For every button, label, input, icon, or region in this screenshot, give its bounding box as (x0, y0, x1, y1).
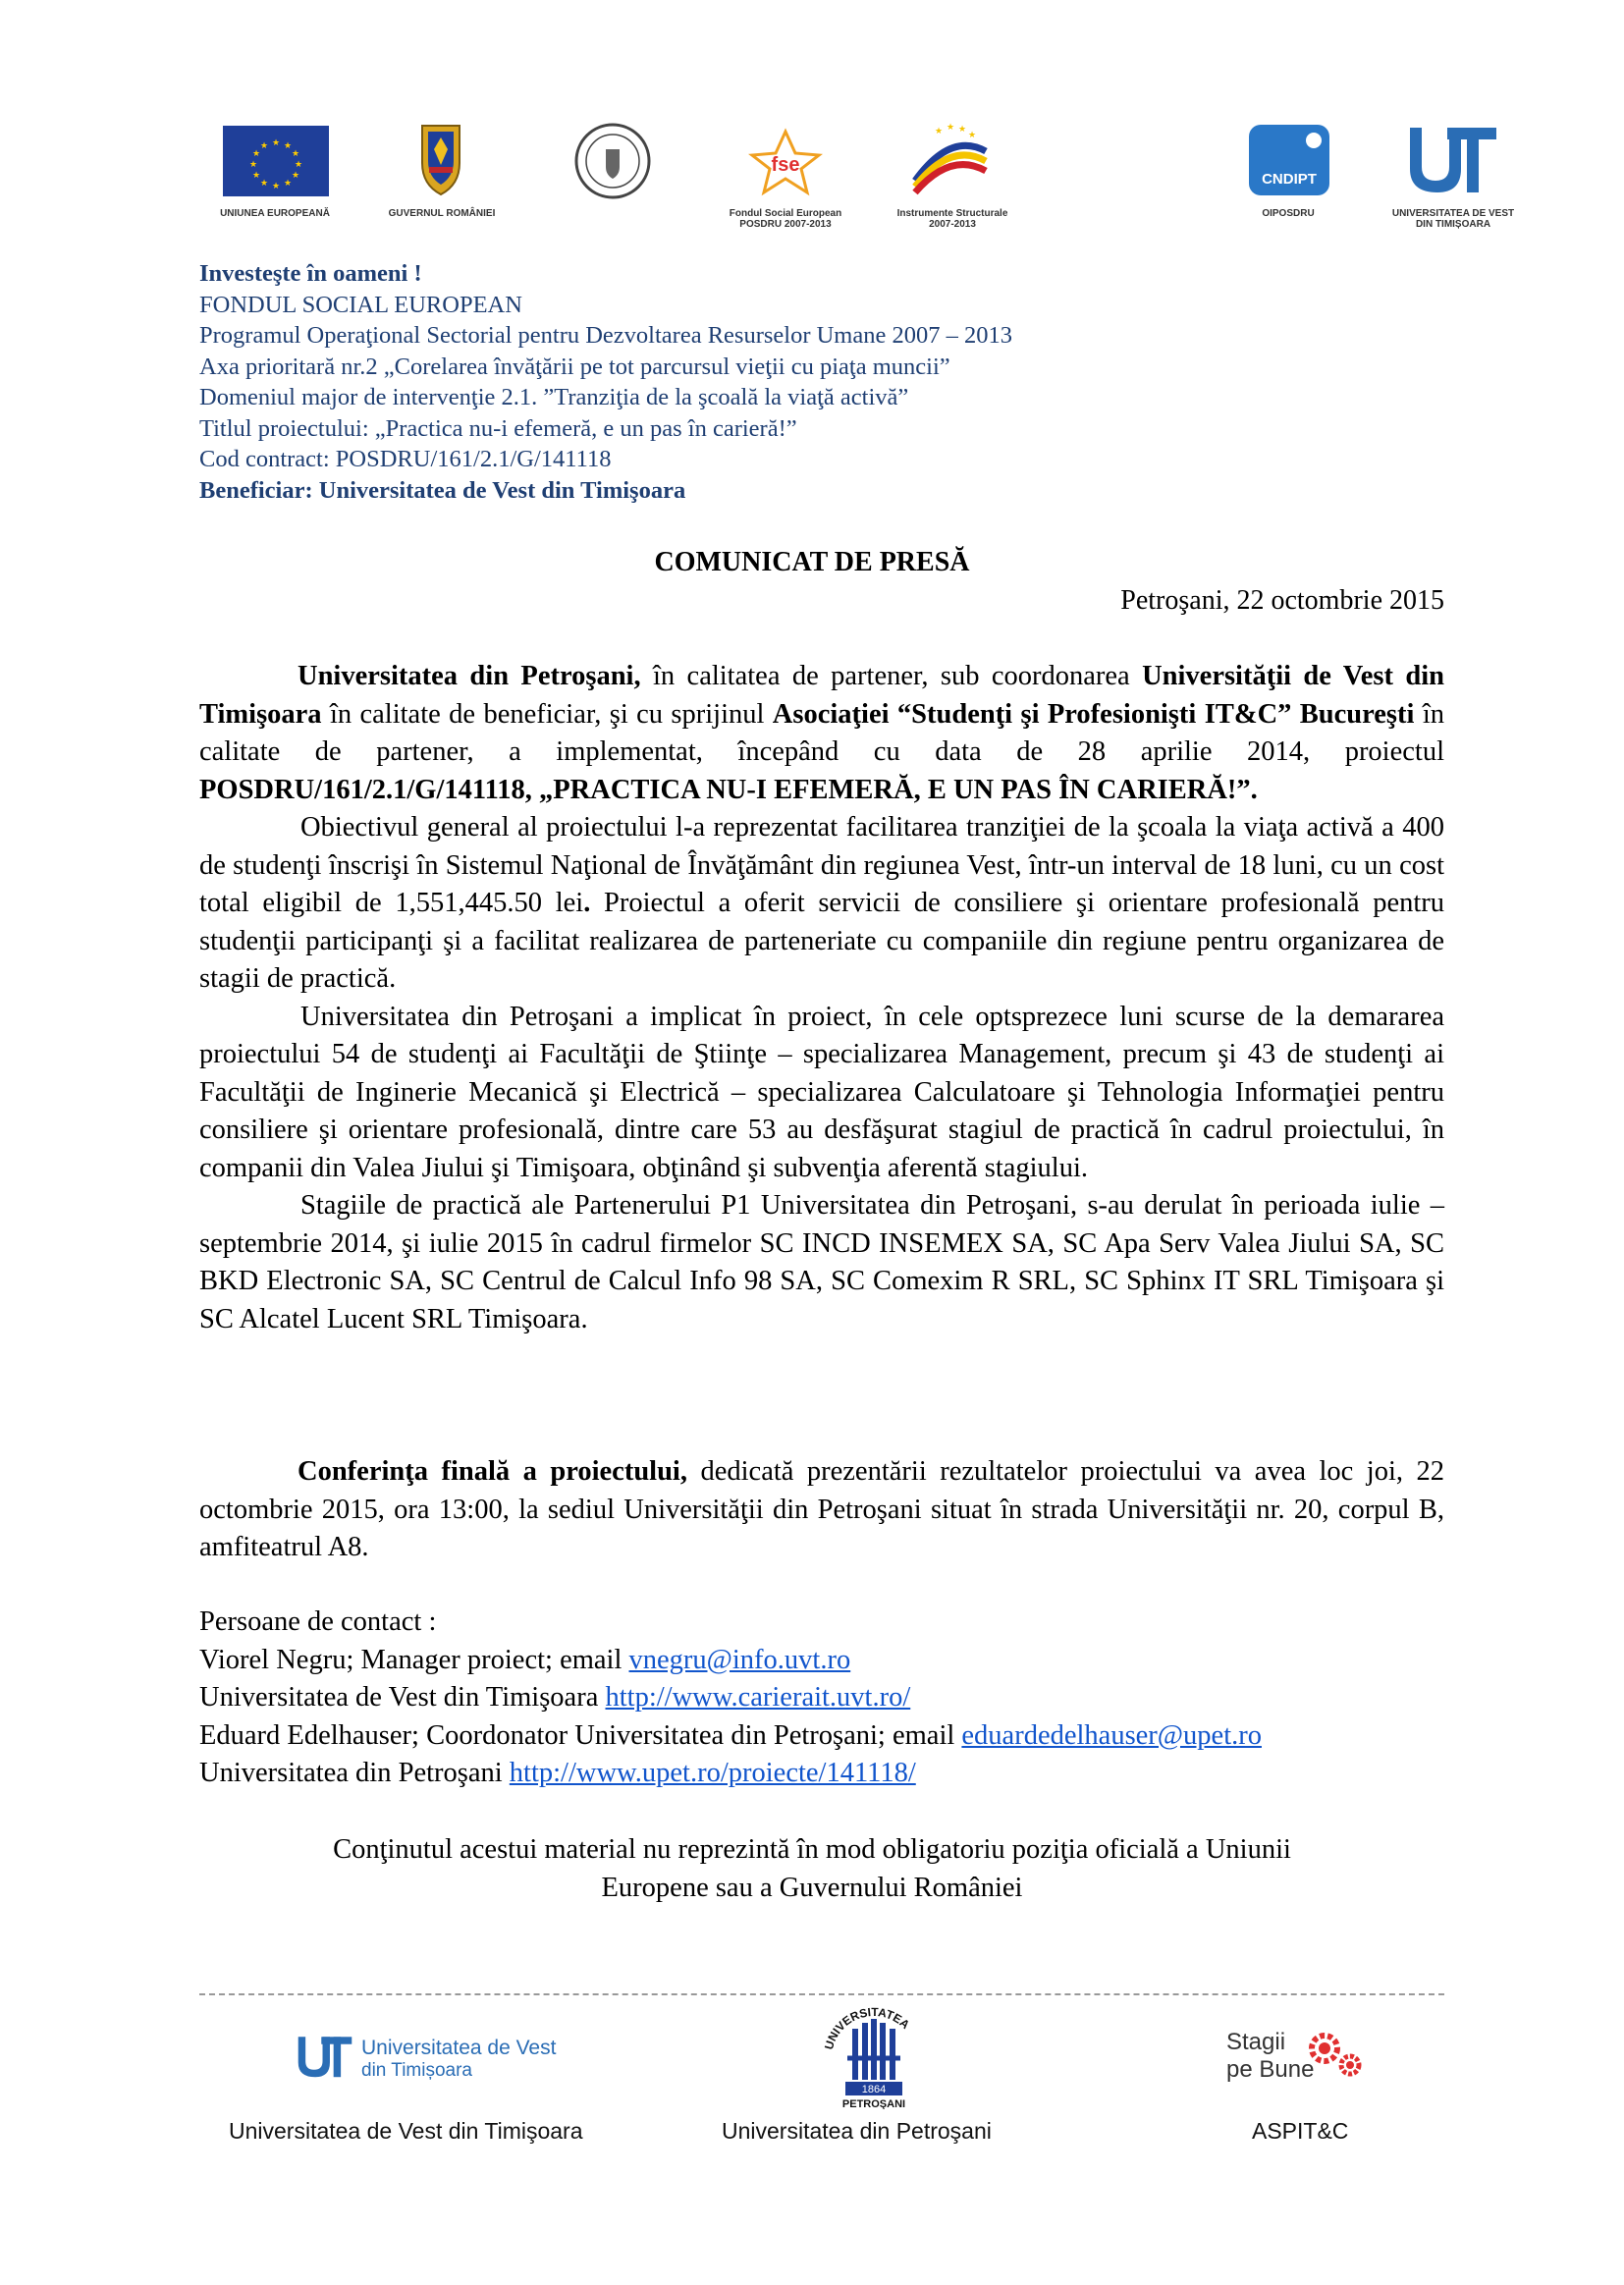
svg-text:★: ★ (251, 149, 261, 159)
svg-text:PETROŞANI: PETROŞANI (841, 2098, 906, 2109)
uvt-logo (1404, 122, 1502, 202)
email-link[interactable]: eduardedelhauser@upet.ro (961, 1719, 1262, 1751)
header-logos (0, 0, 1624, 245)
eu-flag-caption: UNIUNEA EUROPEANĂ (220, 208, 330, 219)
svg-text:★: ★ (958, 125, 967, 135)
fse-caption: Fondul Social European POSDRU 2007-2013 (729, 208, 842, 230)
fse-logo (746, 128, 827, 196)
project-title: Titlul proiectului: „Practica nu-i efemeră, e un pas în carieră!” (199, 414, 797, 442)
svg-text:★: ★ (291, 149, 300, 159)
eu-flag-logo (223, 126, 329, 196)
footer-uvt-logo: Universitatea de Vest din Timișoara (295, 2031, 569, 2090)
svg-text:★: ★ (248, 160, 258, 170)
svg-text:fse: fse (771, 154, 800, 176)
footer-upet-caption: Universitatea din Petroşani (722, 2118, 992, 2144)
contact-row: Eduard Edelhauser; Coordonator Universitatea din Petroşani; email eduardedelhauser@upet.ro (199, 1719, 1262, 1751)
contact-row: Universitatea din Petroşani http://www.upet.ro/proiecte/141118/ (199, 1758, 916, 1788)
body-text (199, 658, 1444, 1338)
romanian-coat-of-arms-icon (414, 120, 467, 196)
contacts-heading: Persoane de contact : (199, 1606, 437, 1637)
svg-text:★: ★ (259, 141, 269, 151)
disclaimer: Conţinutul acestui material nu reprezintă în mod obligatoriu poziţia oficială a Uniunii Europene sau a Guvernului României (333, 1834, 1291, 1903)
ministry-seal-logo (573, 122, 652, 200)
body-text-conference (199, 1453, 1444, 1567)
footer-aspit-caption: ASPIT&C (1252, 2118, 1349, 2144)
government-caption: GUVERNUL ROMÂNIEI (388, 208, 496, 219)
cndipt-caption: OIPOSDRU (1262, 208, 1315, 219)
press-release-title: COMUNICAT DE PRESĂ (654, 547, 970, 577)
svg-text:★: ★ (259, 179, 269, 189)
project-beneficiary: Beneficiar: Universitatea de Vest din Timişoara (199, 476, 686, 504)
website-link[interactable]: http://www.upet.ro/proiecte/141118/ (509, 1758, 916, 1788)
project-domain: Domeniul major de intervenţie 2.1. ”Tranziţia de la şcoală la viaţă activă” (199, 384, 909, 410)
gear-icon (1335, 2050, 1365, 2080)
email-link[interactable]: vnegru@info.uvt.ro (628, 1644, 851, 1675)
paragraph-5: Conferinţa finală a proiectului, dedicată prezentării rezultatelor proiectului va avea loc joi, 22 octombrie 2015, ora 13:00, la sediul Universităţii din Petroşani situat în strada Universităţii nr. 20, corpul B, amfiteatrul A8. (199, 1456, 1444, 1562)
svg-text:★: ★ (935, 127, 944, 136)
project-info (199, 258, 1181, 506)
svg-text:★: ★ (283, 179, 293, 189)
paragraph-3: Universitatea din Petroşani a implicat în proiect, în cele optsprezece luni scurse de la demararea proiectului 54 de studenţi ai Facultăţii de Ştiinţe – specializarea Management, precum şi 43 de studenţi ai Facultăţii de Inginerie Mecanică şi Electrică – specializarea Calculatoare şi Tehnologia Informaţiei pentru consiliere şi orientare profesională, dintre care 53 au desfăşurat stagiul de practică în cadrul proiectului, în companii din Valea Jiului şi Timişoara, obţinând şi subvenţia aferentă stagiului. (199, 1001, 1444, 1183)
structural-instruments-caption: Instrumente Structurale 2007-2013 (896, 208, 1008, 230)
project-contract-code: Cod contract: POSDRU/161/2.1/G/141118 (199, 446, 612, 472)
paragraph-2: Obiectivul general al proiectului l-a reprezentat facilitarea tranziţiei de la şcoala la viaţa activă a 400 de studenţi înscrişi în Sistemul Naţional de Învăţământ din regiunea Vest, într-un interval de 18 luni, cu un cost total eligibil de 1,551,445.50 lei. Proiectul a oferit servicii de consiliere şi orientare profesională pentru studenţii participanţi şi a facilitat realizarea de parteneriate cu companiile din regiune pentru organizarea de stagii de practică. (199, 812, 1445, 994)
svg-text:★: ★ (947, 123, 955, 133)
paragraph-1: Universitatea din Petroşani, în calitatea de partener, sub coordonarea Universităţii de Vest din Timişoara în calitate de beneficiar, şi cu sprijinul Asociaţiei “Studenţi şi Profesionişti IT&C” Bucureşti în calitate de partener, a implementat, începând cu data de 28 aprilie 2014, proiectul POSDRU/161/2.1/G/141118, „PRACTICA NU-I EFEMERĂ, E UN PAS ÎN CARIERĂ!”. (199, 661, 1445, 805)
date-line: Petroşani, 22 octombrie 2015 (1120, 585, 1444, 616)
project-slogan: Investeşte în oameni ! (199, 260, 422, 287)
svg-text:★: ★ (294, 160, 303, 170)
project-axis: Axa prioritară nr.2 „Corelarea învăţării pe tot parcursul vieţii cu piaţa muncii” (199, 353, 950, 380)
svg-text:★: ★ (271, 138, 281, 148)
svg-text:★: ★ (283, 141, 293, 151)
contact-row: Universitatea de Vest din Timişoara http://www.carierait.uvt.ro/ (199, 1682, 911, 1713)
svg-text:★: ★ (968, 131, 977, 140)
svg-text:★: ★ (291, 171, 300, 181)
svg-text:★: ★ (271, 182, 281, 191)
footer-aspit-logo: Stagii pe Bune (1222, 2025, 1389, 2094)
footer-uvt-caption: Universitatea de Vest din Timişoara (229, 2118, 583, 2144)
contact-row: Viorel Negru; Manager proiect; email vnegru@info.uvt.ro (199, 1644, 851, 1675)
website-link[interactable]: http://www.carierait.uvt.ro/ (605, 1682, 911, 1713)
project-fund: FONDUL SOCIAL EUROPEAN (199, 291, 522, 318)
contacts (199, 1604, 1262, 1793)
footer-separator (199, 1993, 1444, 1995)
uvt-caption: UNIVERSITATEA DE VEST DIN TIMIȘOARA (1391, 208, 1515, 230)
project-program: Programul Operaţional Sectorial pentru Dezvoltarea Resurselor Umane 2007 – 2013 (199, 322, 1012, 349)
svg-text:1864: 1864 (861, 2084, 887, 2095)
paragraph-4: Stagiile de practică ale Partenerului P1 Universitatea din Petroşani, s-au derulat în perioada iulie – septembrie 2014, şi iulie 2015 în cadrul firmelor SC INCD INSEMEX SA, SC Apa Serv Valea Jiului SA, SC BKD Electronic SA, SC Centrul de Calcul Info 98 SA, SC Comexim R SRL, SC Sphinx IT SRL Timişoara şi SC Alcatel Lucent SRL Timişoara. (199, 1190, 1444, 1334)
footer-upet-logo (820, 1999, 928, 2109)
svg-text:UNIVERSITATEA: UNIVERSITATEA (821, 2004, 913, 2051)
cndipt-logo: CNDIPT (1249, 125, 1329, 195)
structural-instruments-logo (905, 122, 996, 200)
svg-text:★: ★ (251, 171, 261, 181)
